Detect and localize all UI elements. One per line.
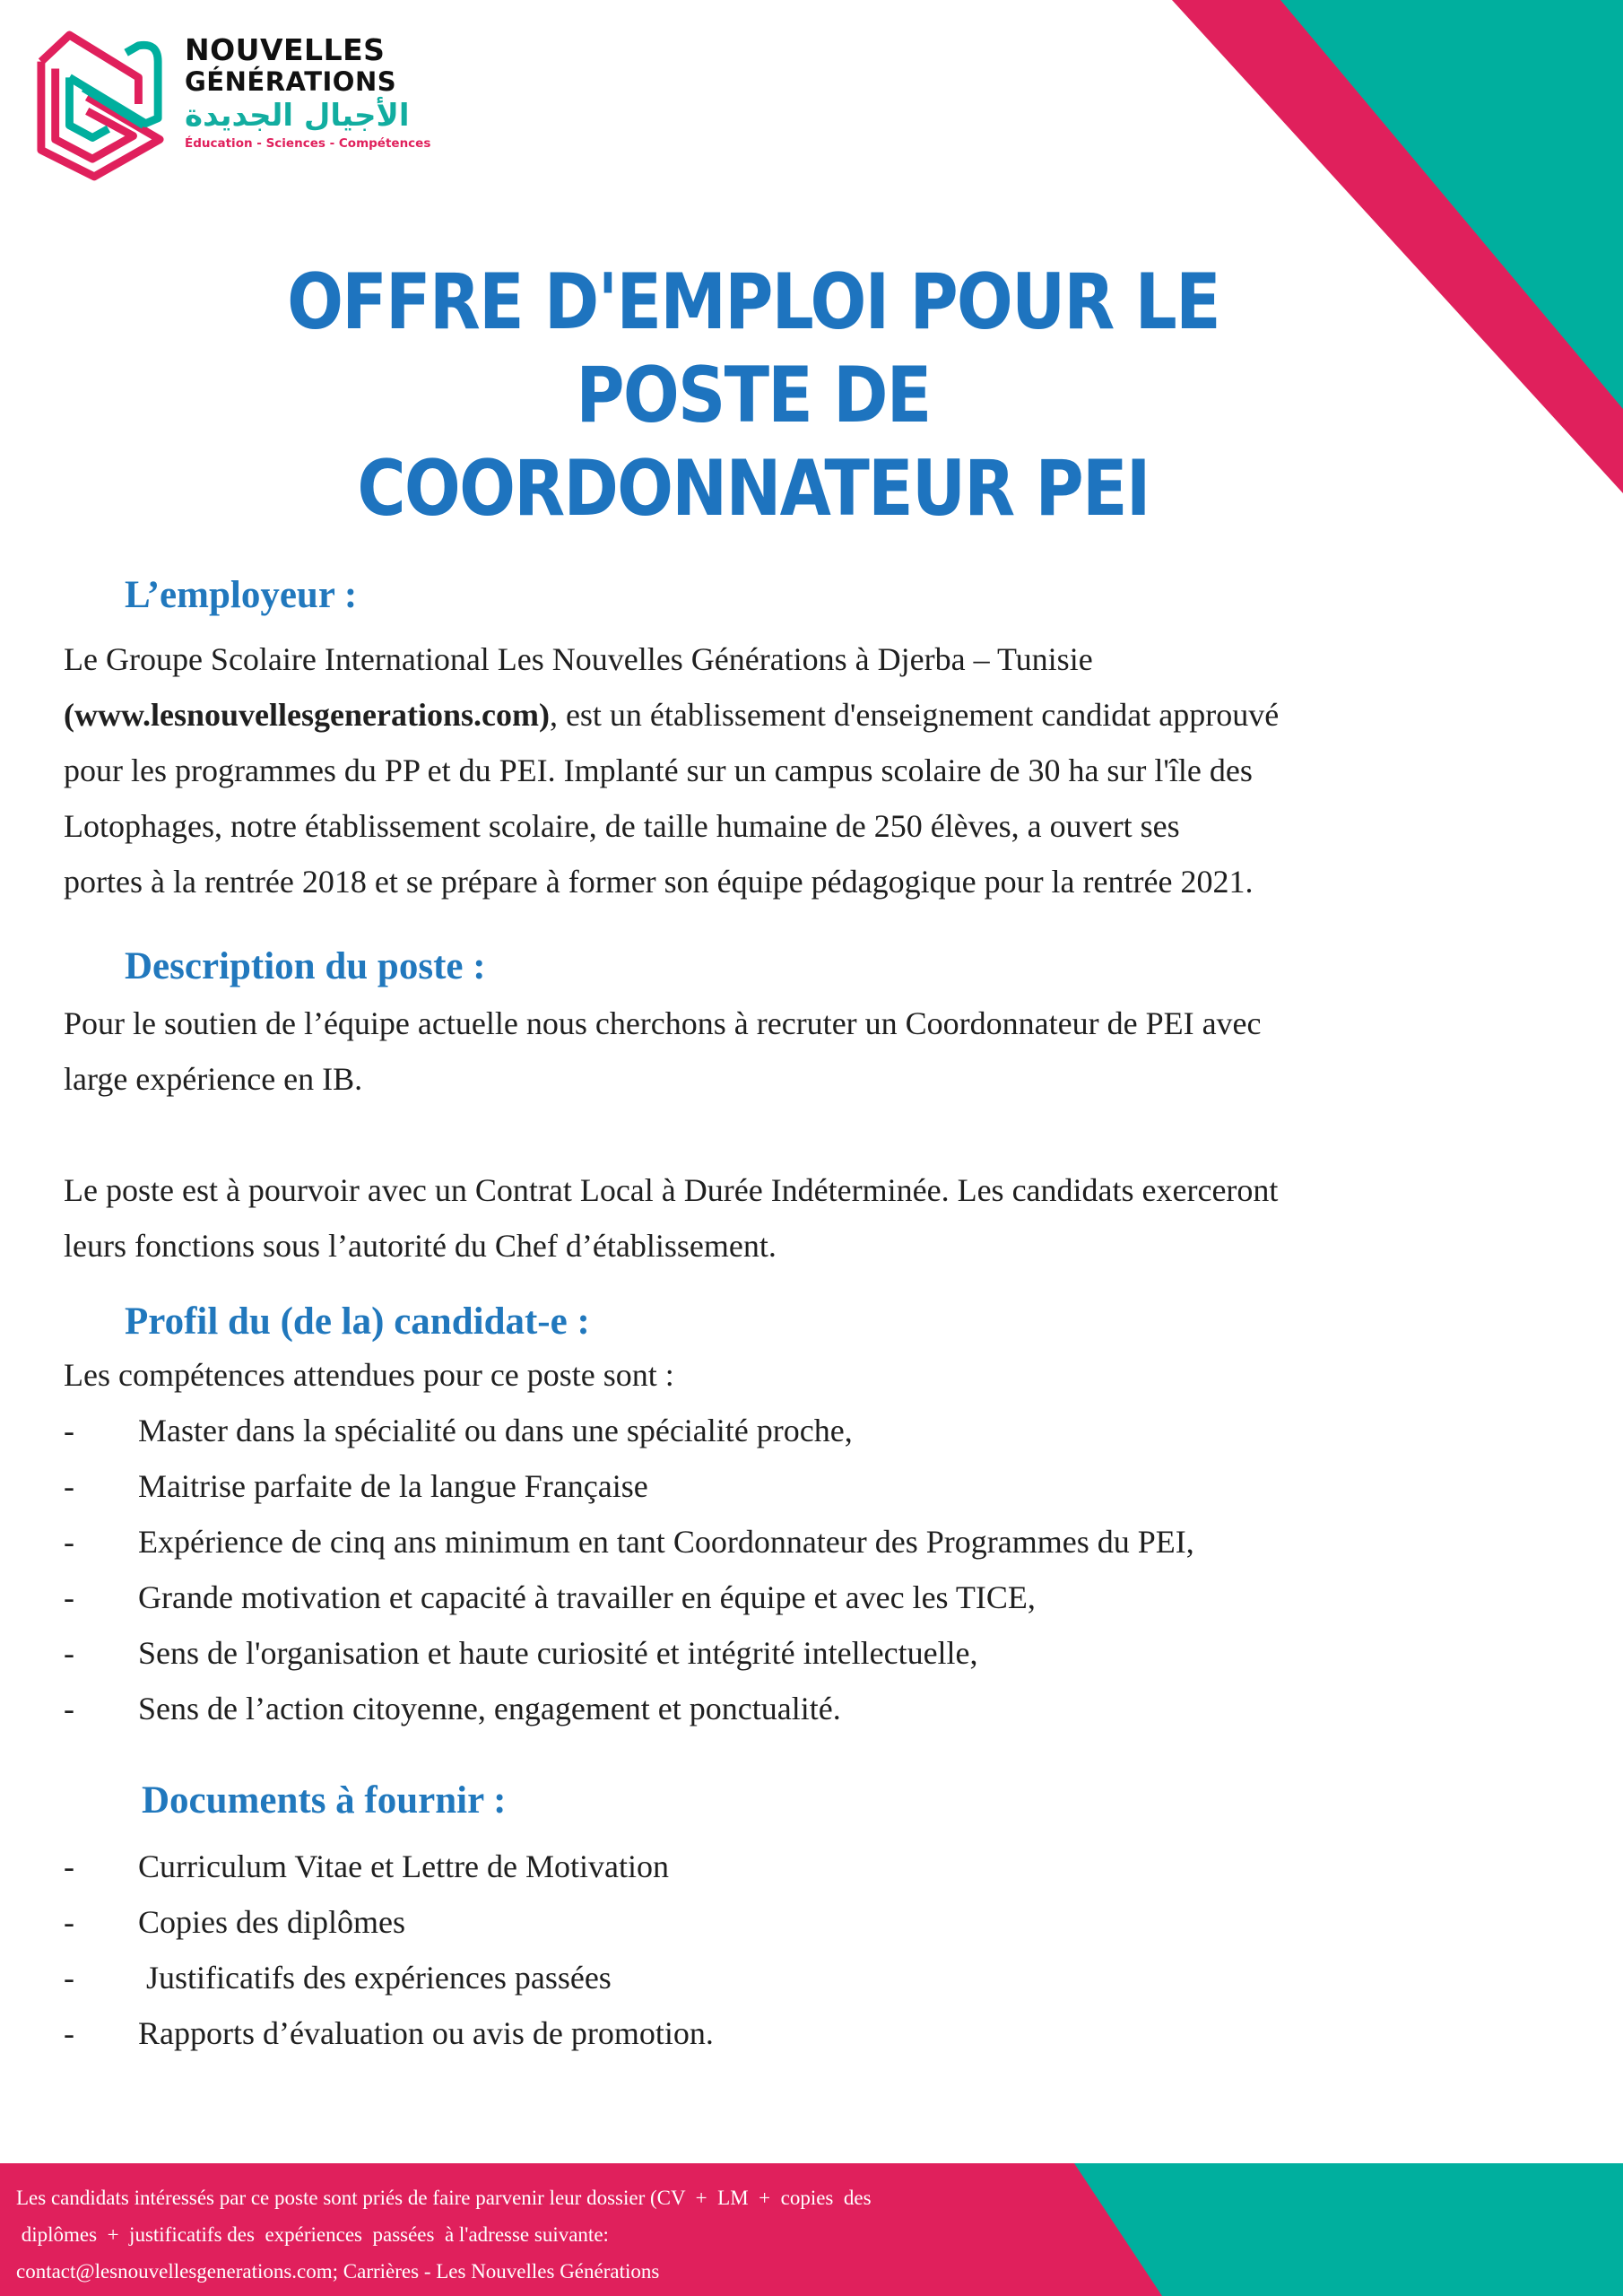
title-line-2: COORDONNATEUR PEI xyxy=(357,444,1150,534)
section-profile xyxy=(64,1297,1534,1736)
employer-line: pour les programmes du PP et du PEI. Implanté sur un campus scolaire de 30 ha sur l'île des xyxy=(64,752,1253,788)
logo-mark-icon xyxy=(34,25,167,183)
section-documents xyxy=(64,1776,1534,2061)
documents-list xyxy=(64,1839,1534,2061)
footer-line: Les candidats intéressés par ce poste sont priés de faire parvenir leur dossier (CV + LM + copies des xyxy=(16,2187,872,2209)
brand-logo xyxy=(34,25,430,183)
brand-tagline: Éducation - Sciences - Compétences xyxy=(185,136,431,151)
title-line-1: OFFRE D'EMPLOI POUR LE POSTE DE xyxy=(287,257,1219,440)
section-heading-employer: L’employeur : xyxy=(125,574,358,616)
footer-banner xyxy=(0,2163,1623,2296)
footer-contact-email[interactable]: contact@lesnouvellesgenerations.com; Carrières - Les Nouvelles Générations xyxy=(16,2260,660,2283)
section-description xyxy=(64,942,1534,1274)
description-line: Le poste est à pourvoir avec un Contrat Local à Durée Indéterminée. Les candidats exerceront xyxy=(64,1172,1279,1208)
list-item: - Sens de l’action citoyenne, engagement et ponctualité. xyxy=(64,1691,841,1726)
employer-line: Lotophages, notre établissement scolaire, de taille humaine de 250 élèves, a ouvert ses xyxy=(64,808,1180,844)
list-item: - Maitrise parfaite de la langue Française xyxy=(64,1468,648,1504)
section-heading-profile: Profil du (de la) candidat-e : xyxy=(125,1300,590,1343)
list-item: - Grande motivation et capacité à travailler en équipe et avec les TICE, xyxy=(64,1579,1036,1615)
section-heading-description: Description du poste : xyxy=(125,945,486,987)
brand-name-arabic: الأجيال الجديدة xyxy=(185,98,410,134)
list-item: - Rapports d’évaluation ou avis de promotion. xyxy=(64,2015,714,2051)
brand-name-line1: NOUVELLES xyxy=(185,32,386,67)
section-heading-documents: Documents à fournir : xyxy=(142,1779,507,1822)
employer-line: Le Groupe Scolaire International Les Nouvelles Générations à Djerba – Tunisie xyxy=(64,641,1093,677)
page-title xyxy=(183,256,1324,535)
employer-line: (www.lesnouvellesgenerations.com), est un établissement d'enseignement candidat approuvé xyxy=(64,697,1280,733)
profile-list xyxy=(64,1403,1534,1736)
footer-contact-text xyxy=(16,2179,1074,2290)
description-line: large expérience en IB. xyxy=(64,1061,363,1097)
brand-name-line2: GÉNÉRATIONS xyxy=(185,66,397,97)
description-line: Pour le soutien de l’équipe actuelle nous cherchons à recruter un Coordonnateur de PEI avec xyxy=(64,1005,1262,1041)
description-line: leurs fonctions sous l’autorité du Chef d’établissement. xyxy=(64,1228,777,1264)
footer-line: diplômes + justificatifs des expériences passées à l'adresse suivante: xyxy=(16,2223,609,2246)
list-item: - Justificatifs des expériences passées xyxy=(64,1960,612,1996)
list-item: - Master dans la spécialité ou dans une spécialité proche, xyxy=(64,1413,853,1448)
list-item: - Curriculum Vitae et Lettre de Motivation xyxy=(64,1848,670,1884)
employer-line: portes à la rentrée 2018 et se prépare à former son équipe pédagogique pour la rentrée 2021. xyxy=(64,864,1254,900)
list-item: - Copies des diplômes xyxy=(64,1904,405,1940)
profile-intro: Les compétences attendues pour ce poste sont : xyxy=(64,1357,674,1393)
website-link[interactable]: (www.lesnouvellesgenerations.com) xyxy=(64,697,550,733)
list-item: - Sens de l'organisation et haute curiosité et intégrité intellectuelle, xyxy=(64,1635,978,1671)
list-item: - Expérience de cinq ans minimum en tant Coordonnateur des Programmes du PEI, xyxy=(64,1524,1194,1560)
section-employer xyxy=(64,570,1534,909)
